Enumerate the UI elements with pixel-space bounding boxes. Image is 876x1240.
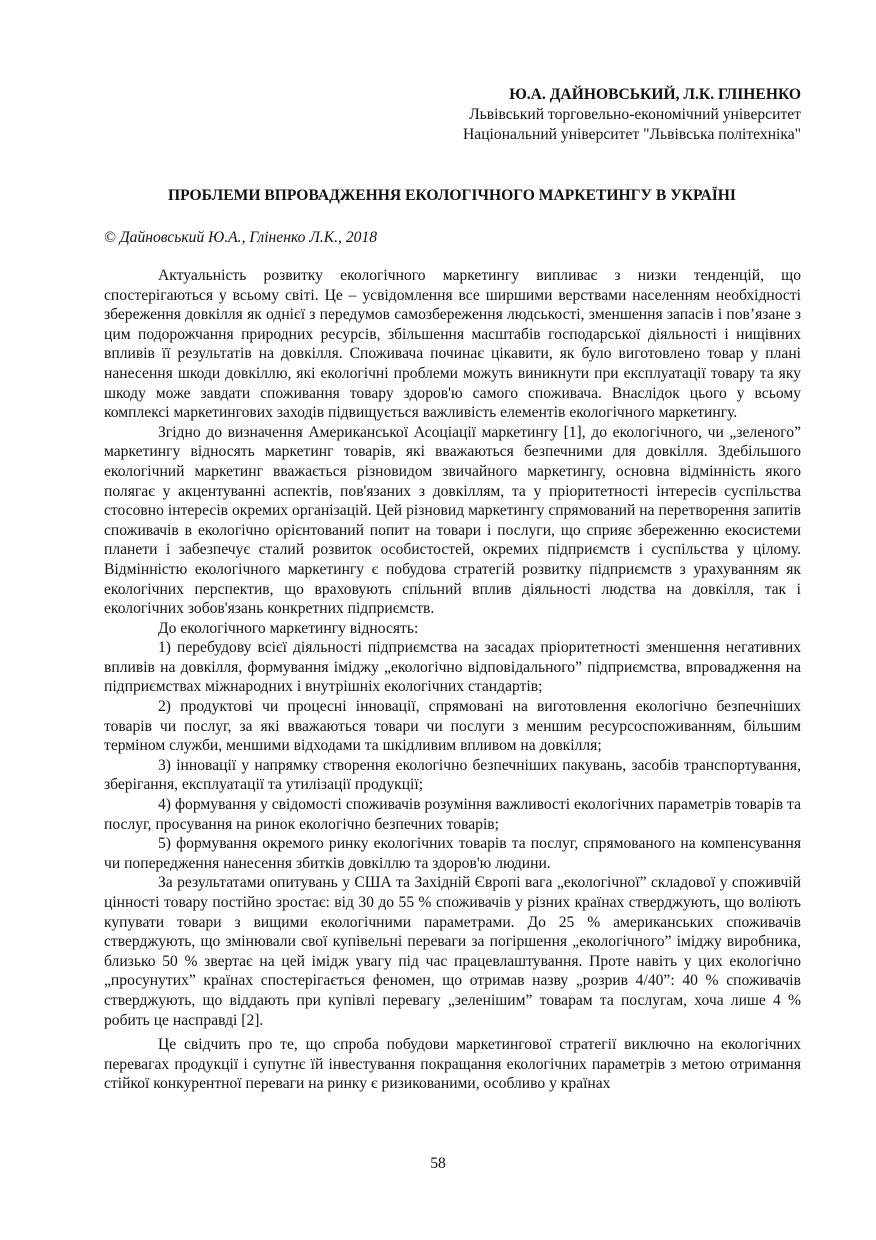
list-item-3: 3) інновації у напрямку створення екологічно безпечніших пакувань, засобів транспортування, зберігання, експлуатації та утилізації продукції; [104, 756, 801, 794]
article-body [104, 266, 801, 1094]
list-item-1: 1) перебудову всієї діяльності підприємства на засадах пріоритетності зменшення негативних впливів на довкілля, формування іміджу „екологічно відповідального” підприємства, впровадження на підприємствах міжнародних і внутрішніх екологічних стандартів; [104, 639, 801, 696]
affiliation-1: Львівський торговельно-економічний університет [469, 106, 801, 123]
copyright-line: © Дайновський Ю.А., Гліненко Л.К., 2018 [104, 229, 378, 246]
list-item-2: 2) продуктові чи процесні інновації, спрямовані на виготовлення екологічно безпечніших товарів чи послуг, за які вважаються товари чи послуги з меншим ресурсоспоживанням, більшим терміном служби, меншими відходами та шкідливим впливом на довкілля; [104, 698, 801, 755]
affiliation-2: Національний університет "Львівська політехніка" [463, 126, 801, 143]
paragraph-surveys: За результатами опитувань у США та Західній Європі вага „екологічної” складової у споживчій цінності товару постійно зростає: від 30 до 55 % споживачів у різних країнах стверджують, що воліють купувати товари з вищими екологічними параметрами. До 25 % американських споживачів стверджують, що змінювали свої купівельні переваги за погіршення „екологічного” іміджу виробника, близько 50 % звертає на цей імідж увагу під час працевлаштування. Проте навіть у цих екологічно „просунутих” країнах спостерігається феномен, що отримав назву „розрив 4/40”: 40 % споживачів стверджують, що віддають при купівлі перевагу „зеленішим” товарам та послугам, хоча лише 4 % робить це насправді [2]. [104, 874, 801, 1029]
paragraph-intro: Актуальність розвитку екологічного маркетингу випливає з низки тенденцій, що спостерігаються у всьому світі. Це – усвідомлення все ширшими верствами населенням необхідності збереження довкілля як однієї з передумов самозбереження людськості, зменшення запасів і пов’язане з цим подорожчання природних ресурсів, збільшення масштабів господарської діяльності і нищівних впливів її результатів на довкілля. Споживача починає цікавити, як було виготовлено товар у плані нанесення шкоди довкіллю, які екологічні проблеми можуть виникнути при експлуатації товару та яку шкоду може завдати споживання товару здоров'ю самого споживача. Внаслідок цього у всьому комплексі маркетингових заходів підвищується важливість елементів екологічного маркетингу. [104, 267, 801, 422]
paragraph-conclusion: Це свідчить про те, що спроба побудови маркетингової стратегії виключно на екологічних перевагах продукції і супутнє їй інвестування покращання екологічних параметрів з метою отримання стійкої конкурентної переваги на ринку є ризикованими, особливо у країнах [104, 1036, 801, 1093]
list-item-5: 5) формування окремого ринку екологічних товарів та послуг, спрямованого на компенсування чи попередження нанесення збитків довкіллю та здоров'ю людини. [104, 835, 801, 872]
author-names: Ю.А. ДАЙНОВСЬКИЙ, Л.К. ГЛІНЕНКО [509, 86, 801, 103]
article-title: ПРОБЛЕМИ ВПРОВАДЖЕННЯ ЕКОЛОГІЧНОГО МАРКЕТИНГУ В УКРАЇНІ [167, 187, 737, 204]
author-block [201, 85, 801, 145]
paragraph-list-intro: До екологічного маркетингу відносять: [158, 619, 419, 637]
list-item-4: 4) формування у свідомості споживачів розуміння важливості екологічних параметрів товарів та послуг, просування на ринок екологічно безпечних товарів; [104, 796, 801, 833]
page-number: 58 [430, 1155, 446, 1172]
paragraph-definition: Згідно до визначення Американської Асоціації маркетингу [1], до екологічного, чи „зеленого” маркетингу відносять маркетинг товарів, які вважаються безпечними для довкілля. Здебільшого екологічний маркетинг вважається різновидом звичайного маркетингу, основна відмінність якого полягає у акцентуванні аспектів, пов'язаних з довкіллям, та у пріоритетності інтересів суспільства стосовно інтересів окремих організацій. Цей різновид маркетингу спрямований на перетворення запитів споживачів в екологічно орієнтований попит на товари і послуги, що сприяє збереженню екосистеми планети і забезпечує сталий розвиток особистостей, окремих підприємств і суспільства у цілому. Відмінністю екологічного маркетингу є побудова стратегій розвитку підприємств з урахуванням як екологічних перспектив, що враховують спільний вплив діяльності людства на довкілля, так і екологічних зобов'язань конкретних підприємств. [104, 423, 801, 618]
